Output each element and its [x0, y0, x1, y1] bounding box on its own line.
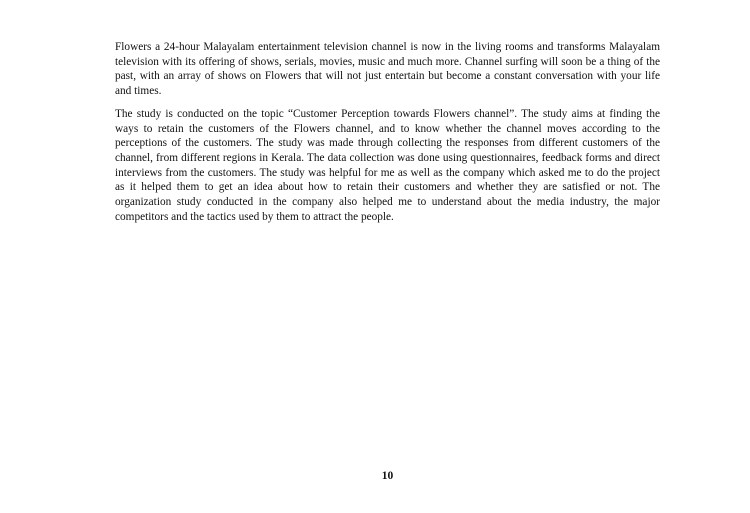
- paragraph-study-summary: The study is conducted on the topic “Customer Perception towards Flowers channel”. The study aims at finding the ways to retain the customers of the Flowers channel, and to know whether the channel moves according to the perceptions of the customers. The study was made through collecting the responses from different customers of the channel, from different regions in Kerala. The data collection was done using questionnaires, feedback forms and direct interviews from the customers. The study was helpful for me as well as the company which asked me to do the project as it helped them to get an idea about how to retain their customers and whether they are satisfied or not. The organization study conducted in the company also helped me to understand about the media industry, the major competitors and the tactics used by them to attract the people.: [115, 107, 660, 223]
- paragraph-introduction: Flowers a 24-hour Malayalam entertainment television channel is now in the living rooms and transforms Malayalam television with its offering of shows, serials, movies, music and much more. Channel surfing will soon be a thing of the past, with an array of shows on Flowers that will not just entertain but become a constant conversation with your life and times.: [115, 41, 660, 98]
- body-text: [115, 40, 660, 232]
- page-number: 10: [381, 470, 394, 482]
